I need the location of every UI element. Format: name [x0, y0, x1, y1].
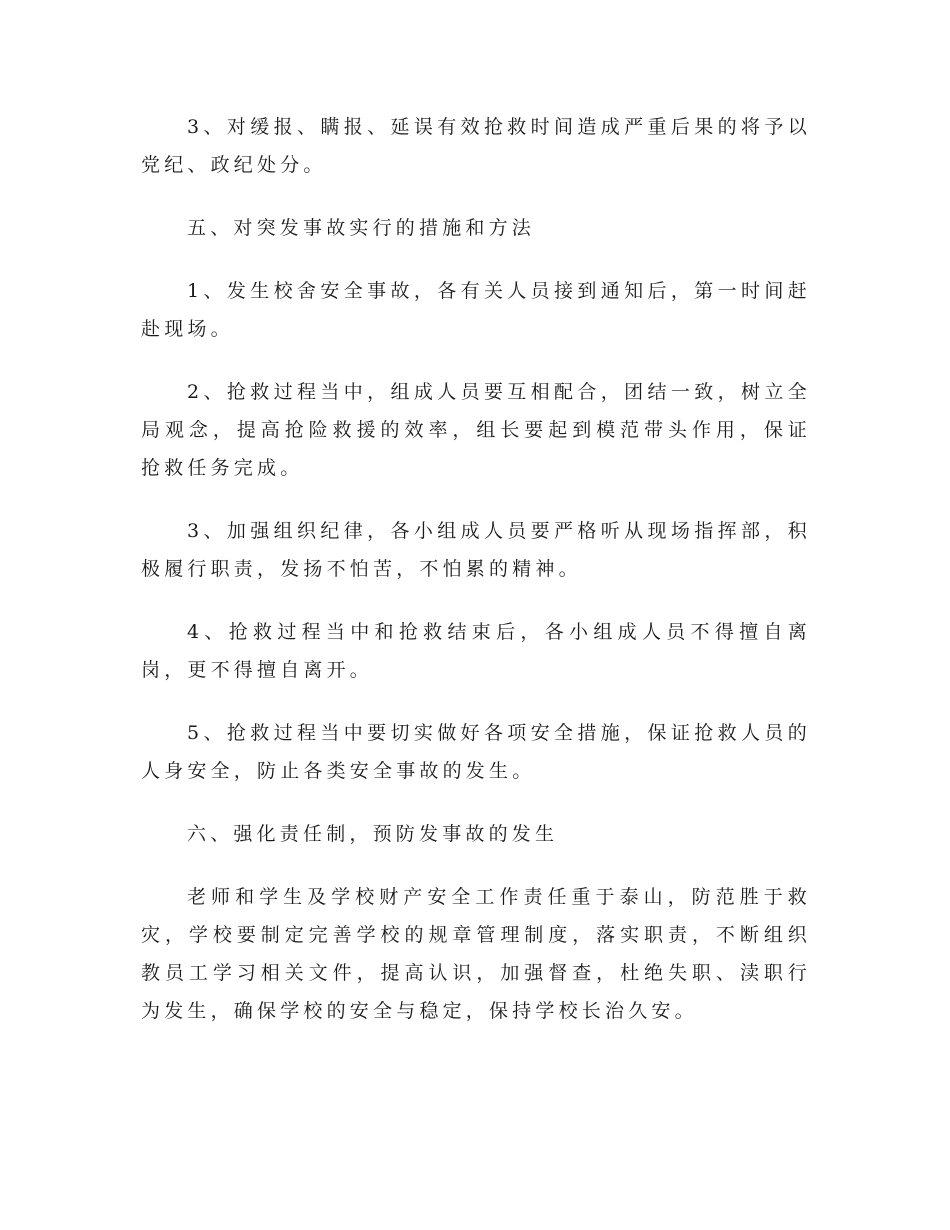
- paragraph-measure-3: 3、加强组织纪律，各小组成人员要严格听从现场指挥部，积极履行职责，发扬不怕苦，不怕累的精神。: [141, 520, 811, 580]
- section-heading-6: 六、强化责任制，预防发事故的发生: [187, 823, 559, 845]
- section-heading-5: 五、对突发事故实行的措施和方法: [187, 217, 536, 239]
- paragraph-measure-2: 2、抢救过程当中，组成人员要互相配合，团结一致，树立全局观念，提高抢险救援的效率，组长要起到模范带头作用，保证抢救任务完成。: [141, 381, 811, 479]
- paragraph-responsibility: 老师和学生及学校财产安全工作责任重于泰山，防范胜于救灾，学校要制定完善学校的规章管理制度，落实职责，不断组织教员工学习相关文件，提高认识，加强督查，杜绝失职、渎职行为发生，确保学校的安全与稳定，保持学校长治久安。: [141, 886, 811, 1022]
- paragraph-item-3-penalty: 3、对缓报、瞒报、延误有效抢救时间造成严重后果的将予以党纪、政纪处分。: [141, 116, 811, 176]
- paragraph-measure-1: 1、发生校舍安全事故，各有关人员接到通知后，第一时间赶赴现场。: [141, 280, 811, 340]
- paragraph-measure-4: 4、抢救过程当中和抢救结束后，各小组成人员不得擅自离岗，更不得擅自离开。: [141, 621, 811, 681]
- paragraph-measure-5: 5、抢救过程当中要切实做好各项安全措施，保证抢救人员的人身安全，防止各类安全事故的发生。: [141, 722, 811, 782]
- document-body: [141, 108, 811, 1055]
